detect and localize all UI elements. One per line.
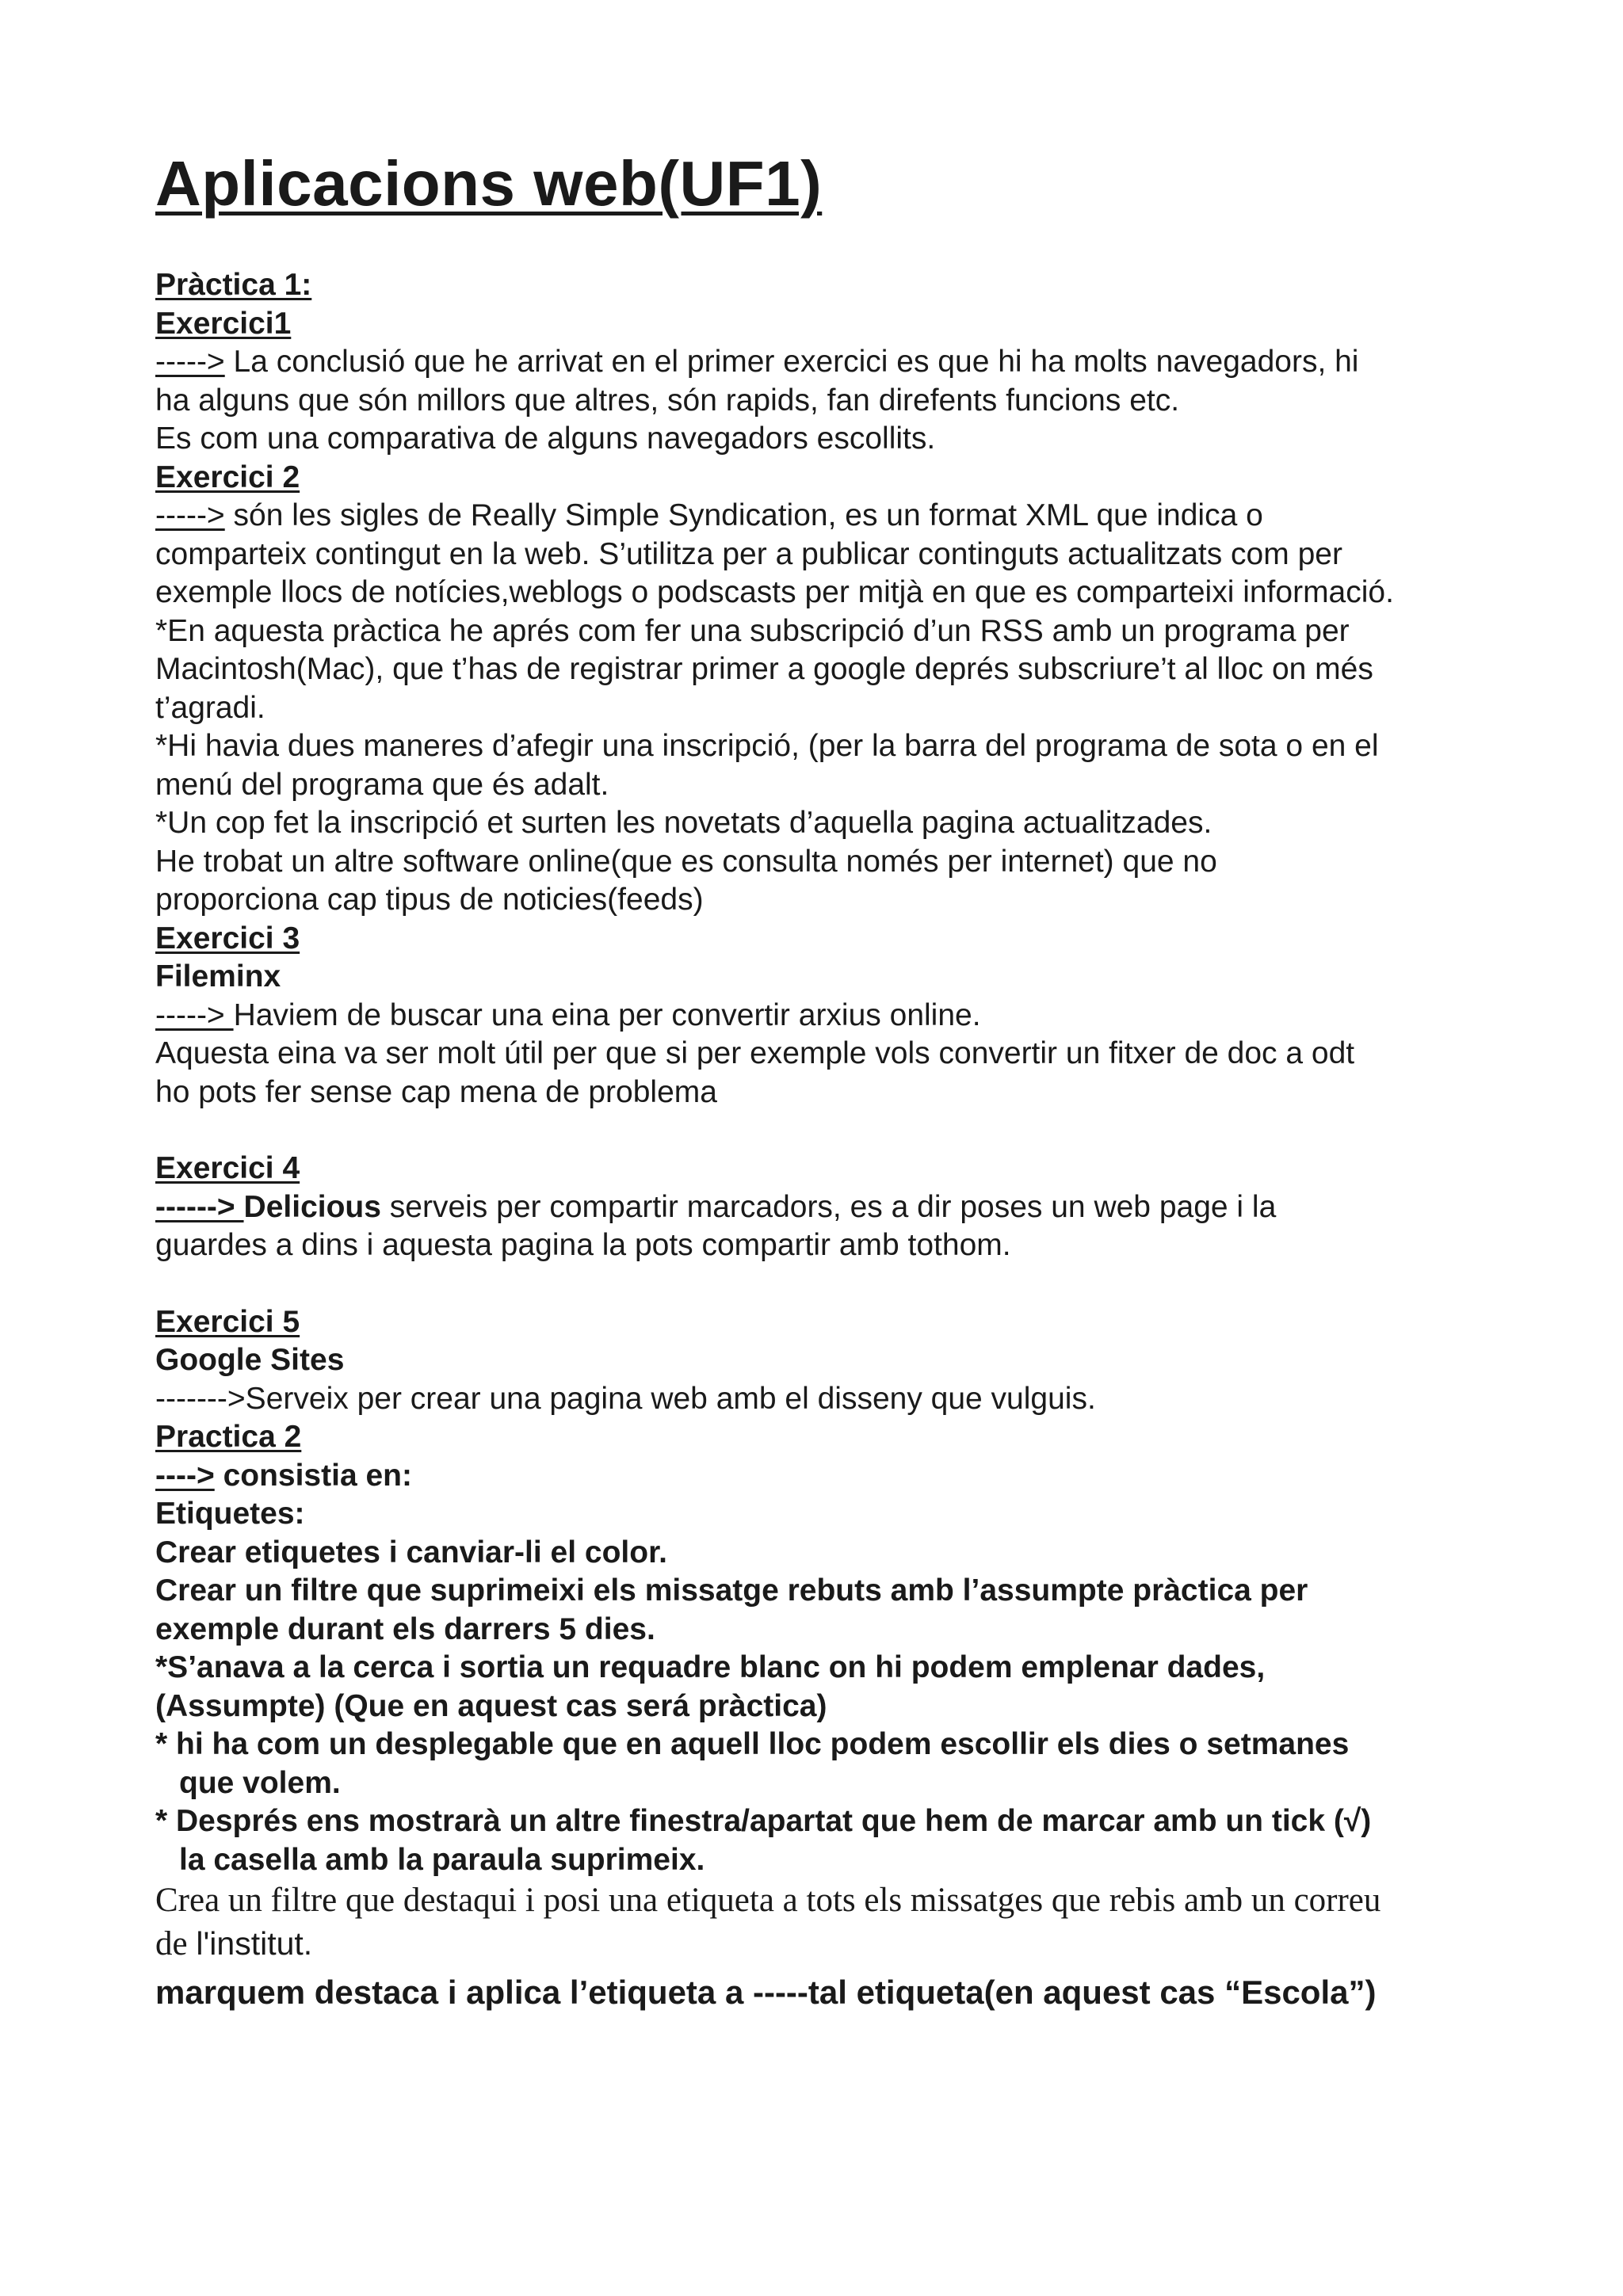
labels-heading: Etiquetes:: [155, 1497, 305, 1531]
spacer: [155, 1112, 1503, 1150]
exercise-2-line-5: Macintosh(Mac), que t’has de registrar primer a google deprés subscriure’t al lloc on més: [155, 652, 1373, 686]
exercise-4-line-1: [155, 1188, 1503, 1227]
bullet-2: [155, 1802, 1503, 1841]
exercise-3-line-2: Aquesta eina va ser molt útil per que si per exemple vols convertir un fitxer de doc a odt: [155, 1036, 1355, 1070]
arrow-marker: ----->: [155, 498, 225, 532]
exercise-2-line-2: comparteix contingut en la web. S’utilitza per a publicar continguts actualitzats com per: [155, 536, 1342, 571]
exercise-2-line-4: *En aquesta pràctica he aprés com fer una subscripció d’un RSS amb un programa per: [155, 613, 1350, 648]
exercise-5-tool: Google Sites: [155, 1343, 345, 1377]
exercise-2-line-10: He trobat un altre software online(que es consulta només per internet) que no: [155, 844, 1217, 879]
exercise-4-text: serveis per compartir marcadors, es a dir poses un web page i la: [380, 1189, 1277, 1224]
exercise-5-line-1: ------->Serveix per crear una pagina web amb el disseny que vulguis.: [155, 1381, 1096, 1416]
exercise-5-heading: Exercici 5: [155, 1304, 300, 1339]
exercise-3-text: Haviem de buscar una eina per convertir arxius online.: [233, 997, 981, 1032]
exercise-4-tool: Delicious: [243, 1189, 381, 1224]
page-title: Aplicacions web(UF1): [155, 148, 823, 219]
exercise-2-line-1: [155, 497, 1503, 536]
practice-2-line-3: exemple durant els darrers 5 dies.: [155, 1611, 655, 1646]
practice-1-heading: Pràctica 1:: [155, 268, 312, 302]
exercise-2-line-9: *Un cop fet la inscripció et surten les novetats d’aquella pagina actualitzades.: [155, 806, 1212, 840]
filter-line-2: [155, 1922, 1503, 1966]
bullet-2-line-1: * Després ens mostrarà un altre finestra/apartat que hem de marcar amb un tick (√): [155, 1804, 1372, 1838]
exercise-3-tool: Fileminx: [155, 959, 281, 994]
exercise-1-line-3: Es com una comparativa de alguns navegadors escollits.: [155, 421, 936, 456]
exercise-1-line-1: [155, 343, 1503, 382]
exercise-1-text: La conclusió que he arrivat en el primer exercici es que hi ha molts navegadors, hi: [224, 345, 1359, 379]
arrow-marker: ------>: [155, 1189, 244, 1224]
arrow-marker: ----->: [155, 997, 234, 1032]
exercise-3-line-1: [155, 997, 1503, 1035]
bullet-2-continuation: la casella amb la paraula suprimeix.: [179, 1842, 705, 1877]
exercise-4-line-2: guardes a dins i aquesta pagina la pots compartir amb tothom.: [155, 1228, 1011, 1262]
exercise-1-line-2: ha alguns que són millors que altres, són rapids, fan direfents funcions etc.: [155, 383, 1180, 418]
practice-2-consist-text: consistia en:: [214, 1458, 412, 1493]
exercise-2-line-6: t’agradi.: [155, 690, 265, 725]
bullet-1-continuation: que volem.: [179, 1765, 341, 1800]
exercise-3-line-3: ho pots fer sense cap mena de problema: [155, 1074, 717, 1109]
bullet-1: [155, 1726, 1503, 1764]
spacer: [155, 1265, 1503, 1303]
exercise-3-heading: Exercici 3: [155, 921, 300, 955]
bullet-1-line-1: * hi ha com un desplegable que en aquell lloc podem escollir els dies o setmanes: [155, 1727, 1350, 1761]
practice-2-line-2: Crear un filtre que suprimeixi els missatge rebuts amb l’assumpte pràctica per: [155, 1573, 1308, 1608]
filter-line-2-prefix: de: [155, 1925, 197, 1962]
practice-2-heading: Practica 2: [155, 1420, 302, 1454]
exercise-2-heading: Exercici 2: [155, 460, 300, 494]
practice-2-line-4: *S’anava a la cerca i sortia un requadre blanc on hi podem emplenar dades,: [155, 1650, 1266, 1684]
filter-line-1: Crea un filtre que destaqui i posi una etiqueta a tots els missatges que rebis amb un correu: [155, 1882, 1381, 1919]
document-page: [155, 148, 1503, 2016]
exercise-2-text: són les sigles de Really Simple Syndication, es un format XML que indica o: [224, 498, 1263, 532]
practice-2-consist: [155, 1457, 1503, 1496]
filter-line-2-institute: l'institut.: [196, 1925, 313, 1962]
practice-2-line-1: Crear etiquetes i canviar-li el color.: [155, 1535, 667, 1569]
exercise-2-line-8: menú del programa que és adalt.: [155, 767, 609, 802]
final-line: marquem destaca i aplica l’etiqueta a -----tal etiqueta(en aquest cas “Escola”): [155, 1974, 1377, 2011]
exercise-2-line-7: *Hi havia dues maneres d’afegir una inscripció, (per la barra del programa de sota o en el: [155, 729, 1379, 763]
exercise-2-line-3: exemple llocs de notícies,weblogs o podscasts per mitjà en que es comparteixi informació.: [155, 575, 1394, 609]
arrow-marker: ---->: [155, 1458, 215, 1493]
practice-2-line-5: (Assumpte) (Que en aquest cas será pràctica): [155, 1688, 827, 1723]
exercise-2-line-11: proporciona cap tipus de noticies(feeds): [155, 883, 704, 917]
exercise-1-heading: Exercici1: [155, 306, 292, 341]
arrow-marker: ----->: [155, 345, 225, 379]
exercise-4-heading: Exercici 4: [155, 1151, 300, 1185]
